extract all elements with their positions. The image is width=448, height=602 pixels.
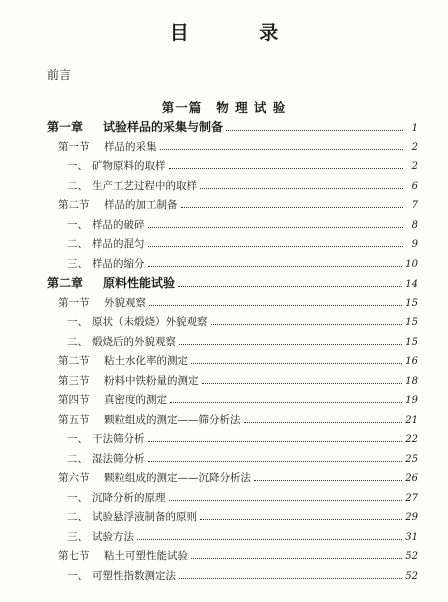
toc-entry-label bbox=[58, 393, 167, 407]
toc-entry-number: 一、 bbox=[67, 316, 88, 328]
toc-entry-section bbox=[58, 354, 418, 369]
toc-entry-sub bbox=[67, 257, 418, 272]
preface-entry: 前言 bbox=[47, 68, 72, 82]
toc-entry-label bbox=[58, 140, 157, 154]
toc-entry-sub bbox=[67, 335, 418, 350]
dot-leader bbox=[200, 511, 402, 520]
dot-leader bbox=[170, 394, 402, 403]
toc-entry-title: 原料性能试验 bbox=[103, 276, 176, 290]
toc-entry-sub bbox=[67, 530, 418, 545]
toc-entry-sub bbox=[67, 179, 418, 194]
toc-entry-label bbox=[47, 276, 175, 290]
toc-entry-title: 颗粒组成的测定——筛分析法 bbox=[104, 413, 241, 426]
toc-entry-number: 三、 bbox=[67, 530, 88, 543]
toc-entry-sub bbox=[67, 315, 418, 330]
dot-leader bbox=[148, 238, 404, 247]
dot-leader bbox=[179, 336, 402, 345]
dot-leader bbox=[148, 433, 403, 442]
toc-entry-page: 10 bbox=[405, 258, 418, 270]
toc-entry-label bbox=[67, 257, 145, 271]
dot-leader bbox=[160, 141, 404, 150]
dot-leader bbox=[226, 122, 403, 131]
toc-entry-title: 样品的采集 bbox=[104, 140, 157, 153]
toc-entry-page: 14 bbox=[405, 279, 418, 290]
toc-entry-title: 湿法筛分析 bbox=[92, 452, 145, 465]
toc-entry-label bbox=[67, 315, 208, 329]
toc-entry-page: 9 bbox=[411, 239, 418, 250]
toc-entry-title: 生产工艺过程中的取样 bbox=[92, 179, 197, 192]
toc-entry-title: 可塑性指数测定法 bbox=[92, 569, 176, 582]
toc-entry-page: 6 bbox=[411, 180, 418, 192]
toc-entry-page: 15 bbox=[405, 336, 418, 348]
toc-entry-number: 一、 bbox=[67, 569, 88, 582]
toc-entry-title: 矿物原料的取样 bbox=[92, 160, 166, 172]
toc-entry-sub bbox=[67, 237, 418, 252]
toc-entry-page: 52 bbox=[405, 570, 418, 582]
toc-entry-section bbox=[58, 374, 418, 389]
toc-entry-label bbox=[67, 510, 197, 524]
toc-entry-sub bbox=[67, 510, 418, 525]
toc-entry-number: 一、 bbox=[67, 433, 88, 445]
toc-entry-page: 27 bbox=[405, 492, 418, 504]
toc-entry-label bbox=[67, 179, 197, 193]
toc-entry-page: 15 bbox=[405, 297, 418, 309]
toc-entry-page: 15 bbox=[405, 317, 418, 328]
dot-leader bbox=[181, 199, 404, 208]
dot-leader bbox=[200, 180, 403, 189]
toc-entry-title: 颗粒组成的测定——沉降分析法 bbox=[104, 472, 251, 484]
toc-entry-label bbox=[67, 218, 145, 232]
toc-entry-title: 粉料中铁粉量的测定 bbox=[104, 374, 199, 387]
toc-entry-number: 一、 bbox=[67, 491, 88, 504]
dot-leader bbox=[169, 492, 403, 501]
part-label: 第一篇 bbox=[161, 100, 203, 115]
toc-entry-title: 煅烧后的外貌观察 bbox=[92, 335, 176, 348]
toc-entry-number: 第一节 bbox=[58, 296, 90, 309]
toc-entry-page: 19 bbox=[405, 395, 418, 406]
toc-entry-sub bbox=[67, 432, 418, 447]
toc-entry-label bbox=[58, 198, 178, 212]
toc-entry-section bbox=[58, 549, 418, 564]
dot-leader bbox=[254, 472, 402, 481]
toc-entry-page: 18 bbox=[405, 375, 418, 387]
toc-entry-page: 25 bbox=[405, 453, 418, 465]
toc-entry-section bbox=[58, 198, 418, 213]
toc-entry-page: 31 bbox=[405, 531, 418, 543]
toc-entry-title: 样品的破碎 bbox=[92, 218, 145, 231]
dot-leader bbox=[179, 570, 402, 579]
dot-leader bbox=[211, 316, 403, 325]
toc-entry-label bbox=[67, 452, 145, 466]
dot-leader bbox=[148, 219, 404, 228]
toc-entry-number: 第二节 bbox=[58, 199, 90, 211]
dot-leader bbox=[244, 414, 403, 423]
toc-entry-label bbox=[67, 237, 145, 251]
toc-entry-title: 真密度的测定 bbox=[104, 394, 167, 406]
toc-entry-section bbox=[58, 296, 418, 311]
toc-entry-section bbox=[58, 471, 418, 486]
toc-entry-title: 原状（未煅烧）外貌观察 bbox=[92, 316, 208, 328]
toc-entry-page: 1 bbox=[411, 123, 418, 134]
dot-leader bbox=[169, 160, 404, 169]
toc-entry-section bbox=[58, 140, 418, 155]
dot-leader bbox=[191, 550, 402, 559]
toc-entry-number: 第三节 bbox=[58, 374, 90, 387]
toc-entry-label bbox=[47, 120, 223, 134]
part-heading bbox=[0, 98, 448, 116]
toc-entry-section bbox=[58, 393, 418, 408]
toc-entry-page: 8 bbox=[411, 219, 418, 231]
part-title: 物 理 试 验 bbox=[216, 100, 287, 115]
toc-entry-title: 试验悬浮液制备的原则 bbox=[92, 511, 197, 523]
toc-entry-page: 2 bbox=[411, 141, 418, 153]
dot-leader bbox=[148, 258, 403, 267]
toc-entry-label bbox=[67, 569, 176, 583]
toc-entry-number: 一、 bbox=[67, 160, 88, 172]
toc-entry-title: 沉降分析的原理 bbox=[92, 491, 166, 504]
toc-entry-title: 样品的缩分 bbox=[92, 257, 145, 270]
dot-leader bbox=[202, 375, 403, 384]
dot-leader bbox=[137, 531, 402, 540]
toc-entry-sub bbox=[67, 569, 418, 584]
toc-entry-number: 二、 bbox=[67, 511, 88, 523]
toc-entry-label bbox=[67, 159, 166, 173]
toc-entry-page: 2 bbox=[411, 161, 418, 172]
toc-entry-chapter bbox=[47, 276, 418, 292]
toc-entry-page: 22 bbox=[405, 434, 418, 445]
toc-entry-page: 21 bbox=[405, 414, 418, 426]
toc-entry-label bbox=[58, 549, 188, 563]
toc-entry-title: 样品的混匀 bbox=[92, 238, 145, 250]
dot-leader bbox=[149, 297, 402, 306]
toc-entry-page: 7 bbox=[411, 200, 418, 211]
toc-entry-number: 一、 bbox=[67, 218, 88, 231]
toc-entry-label bbox=[58, 471, 251, 485]
dot-leader bbox=[148, 453, 403, 462]
toc-entry-title: 试验方法 bbox=[92, 530, 134, 543]
toc-entry-sub bbox=[67, 159, 418, 174]
toc-entry-label bbox=[67, 335, 176, 349]
toc-entry-label bbox=[58, 296, 146, 310]
toc-entry-number: 三、 bbox=[67, 257, 88, 270]
toc-entry-number: 第六节 bbox=[58, 472, 90, 484]
toc-entry-number: 二、 bbox=[67, 335, 88, 348]
toc-entry-title: 干法筛分析 bbox=[92, 433, 145, 445]
toc-entry-page: 16 bbox=[405, 356, 418, 367]
toc-entry-sub bbox=[67, 491, 418, 506]
toc-entry-sub bbox=[67, 452, 418, 467]
toc-entry-sub bbox=[67, 218, 418, 233]
toc-entry-page: 26 bbox=[405, 473, 418, 484]
toc-entry-number: 第一节 bbox=[58, 140, 90, 153]
toc-entry-number: 二、 bbox=[67, 238, 88, 250]
toc-entry-label bbox=[58, 413, 241, 427]
toc-entry-label bbox=[58, 374, 199, 388]
toc-entry-title: 粘土水化率的测定 bbox=[104, 355, 188, 367]
toc-entry-title: 样品的加工制备 bbox=[104, 199, 178, 211]
toc-entry-title: 试验样品的采集与制备 bbox=[103, 120, 224, 134]
toc-entry-chapter bbox=[47, 120, 418, 136]
toc-entry-label bbox=[67, 432, 145, 446]
toc-entry-number: 第一章 bbox=[47, 120, 84, 134]
toc-entry-number: 第七节 bbox=[58, 550, 90, 562]
page-title: 目 录 bbox=[169, 22, 311, 44]
dot-leader bbox=[191, 355, 402, 364]
toc-entry-title: 粘土可塑性能试验 bbox=[104, 550, 188, 562]
toc-entry-page: 29 bbox=[405, 512, 418, 523]
toc-entry-number: 二、 bbox=[67, 452, 88, 465]
toc-entry-label bbox=[58, 354, 188, 368]
toc-entry-title: 外貌观察 bbox=[104, 296, 146, 309]
toc-entry-page: 52 bbox=[405, 551, 418, 562]
toc-entry-number: 二、 bbox=[67, 179, 88, 192]
toc-entry-number: 第四节 bbox=[58, 394, 90, 406]
toc-entry-label bbox=[67, 491, 166, 505]
toc-entry-number: 第五节 bbox=[58, 413, 90, 426]
dot-leader bbox=[178, 278, 402, 287]
toc-entry-number: 第二节 bbox=[58, 355, 90, 367]
toc-entry-section bbox=[58, 413, 418, 428]
toc-entry-label bbox=[67, 530, 134, 544]
toc-entry-number: 第二章 bbox=[47, 276, 84, 290]
